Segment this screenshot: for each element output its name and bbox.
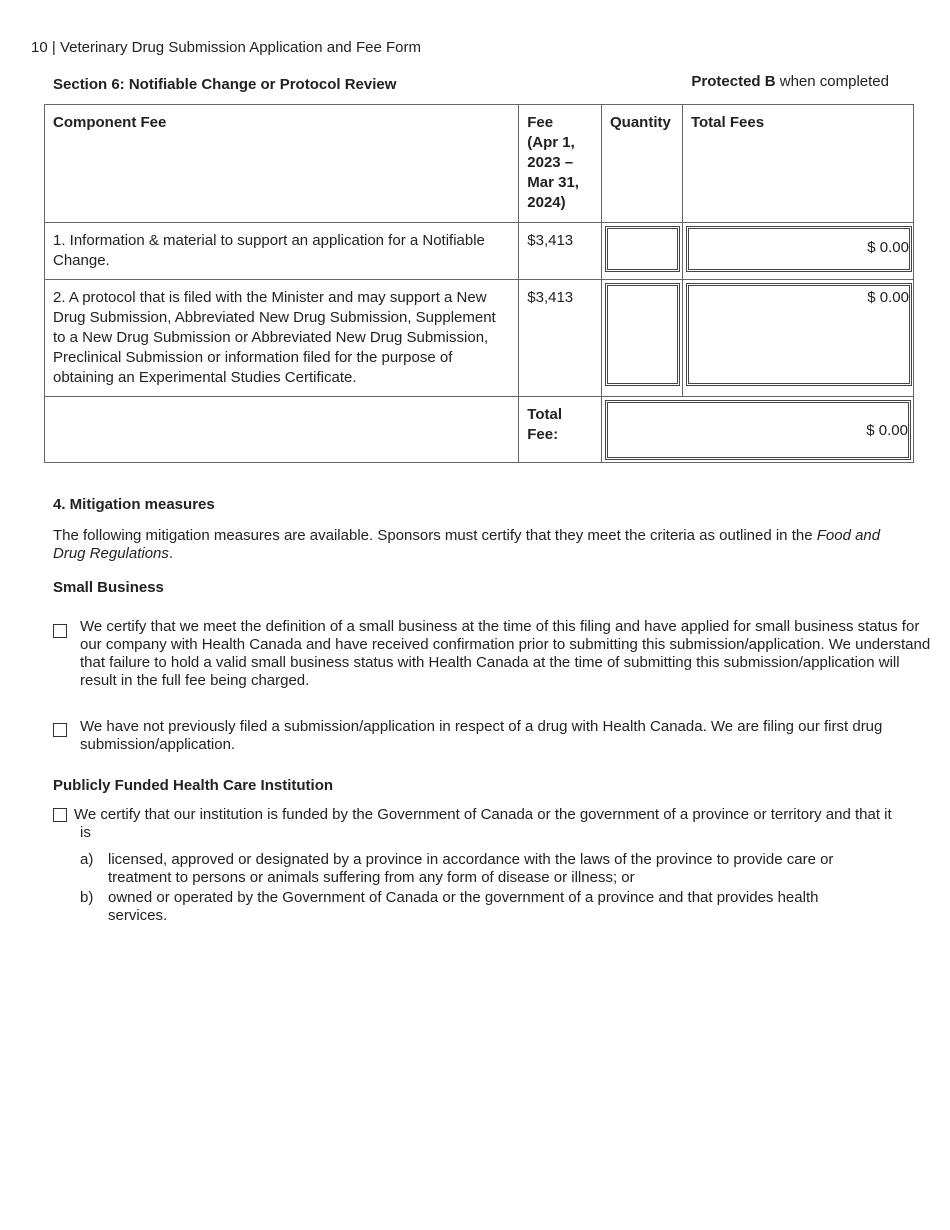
total-fee-cell: [602, 397, 914, 463]
fee-header-line: 2024): [527, 194, 566, 211]
quantity-cell: [602, 223, 683, 280]
section-title: Section 6: Notifiable Change or Protocol Review: [53, 76, 397, 93]
list-item: [80, 889, 880, 925]
list-item: [80, 851, 880, 887]
small-business-statement: We certify that we meet the definition of a small business at the time of this filing and have applied for small business status for our company with Health Canada and have received confirmation prior to submitting this submission/application. We understand that failure to hold a valid small business status with Health Canada at the time of submitting this submission/application will result in the full fee being charged.: [80, 618, 931, 689]
list-marker: b): [80, 889, 94, 906]
fee-header-line: (Apr 1,: [527, 134, 575, 151]
total-fee-label-line: Fee:: [527, 426, 559, 443]
header-separator: |: [51, 39, 56, 56]
list-marker: a): [80, 851, 94, 868]
row-fee: $3,413: [519, 223, 602, 280]
protected-suffix: when completed: [775, 73, 889, 90]
page-header: [31, 39, 421, 56]
fee-header-line: Fee: [527, 114, 554, 131]
total-cell: [682, 223, 913, 280]
public-institution-checkbox[interactable]: [53, 808, 67, 822]
fee-header-line: 2023 –: [527, 154, 574, 171]
fee-table: [44, 104, 914, 463]
protected-level: Protected B: [691, 73, 776, 90]
public-institution-statement: [74, 806, 894, 842]
header-total-fees: Total Fees: [682, 105, 913, 223]
fee-header-line: Mar 31,: [527, 174, 579, 191]
public-institution-title: Publicly Funded Health Care Institution: [53, 777, 334, 794]
total-field-2[interactable]: $ 0.00: [686, 283, 912, 386]
mitigation-intro: [53, 527, 893, 563]
mitigation-title: 4. Mitigation measures: [53, 496, 215, 513]
header-component-fee: Component Fee: [45, 105, 519, 223]
regulations-name: Food and Drug Regulations: [53, 527, 881, 562]
total-fee-label-line: Total: [527, 406, 562, 423]
quantity-input-2[interactable]: [605, 283, 680, 386]
total-field-1[interactable]: $ 0.00: [686, 226, 912, 272]
intro-text: The following mitigation measures are available. Sponsors must certify that they meet the criteria as outlined in the: [53, 527, 817, 544]
public-institution-text: We certify that our institution is funded by the Government of Canada or the government of a province or territory and that it is: [74, 806, 892, 841]
protected-label: [691, 73, 889, 90]
page-number: 10: [31, 39, 48, 56]
total-fee-label: [519, 397, 602, 463]
empty-cell: [45, 397, 519, 463]
first-submission-statement: We have not previously filed a submission/application in respect of a drug with Health Canada. We are filing our first drug submission/application.: [80, 718, 883, 753]
header-quantity: Quantity: [602, 105, 683, 223]
quantity-input-1[interactable]: [605, 226, 680, 272]
quantity-cell: [602, 280, 683, 397]
row-description: 2. A protocol that is filed with the Minister and may support a New Drug Submission, Abbreviated New Drug Submission, Supplement to a New Drug Submission or Abbreviated New Drug Submission, Preclinical Submission or information filed for the purpose of obtaining an Experimental Studies Certificate.: [45, 280, 519, 397]
table-row: [45, 280, 914, 397]
small-business-title: Small Business: [53, 579, 164, 596]
row-description: 1. Information & material to support an application for a Notifiable Change.: [45, 223, 519, 280]
total-fee-field[interactable]: $ 0.00: [605, 400, 911, 460]
small-business-checkbox[interactable]: [53, 624, 67, 638]
intro-end: .: [168, 545, 174, 562]
row-fee: $3,413: [519, 280, 602, 397]
list-text: licensed, approved or designated by a province in accordance with the laws of the province to provide care or treatment to persons or animals suffering from any form of disease or illness; or: [108, 851, 834, 886]
list-text: owned or operated by the Government of Canada or the government of a province and that provides health services.: [108, 889, 819, 924]
first-submission-checkbox[interactable]: [53, 723, 67, 737]
header-fee-period: [519, 105, 602, 223]
criteria-list: [80, 851, 880, 925]
table-row: [45, 223, 914, 280]
total-cell: [682, 280, 913, 397]
form-title: Veterinary Drug Submission Application and Fee Form: [59, 39, 421, 56]
